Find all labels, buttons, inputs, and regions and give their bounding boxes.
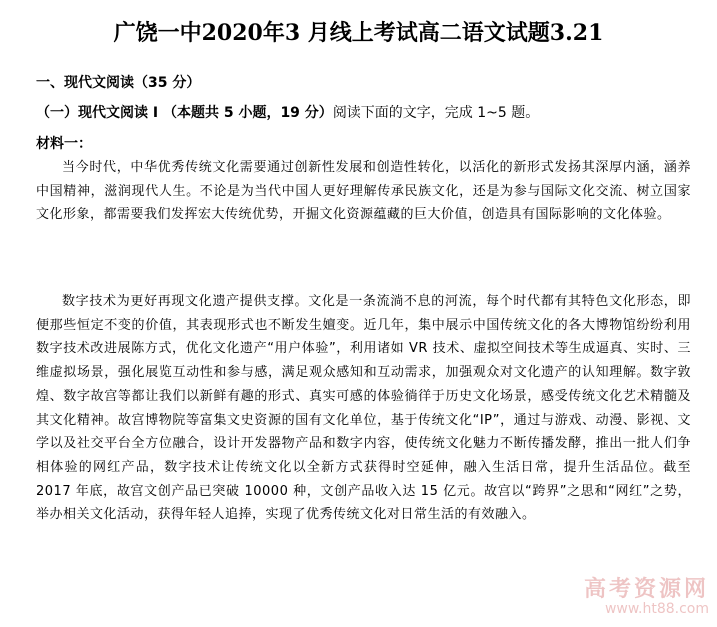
paragraph: 数字技术为更好再现文化遗产提供支撑。文化是一条流淌不息的河流，每个时代都有其特色文化形态，即便那些恒定不变的价值，其表现形式也不断发生嬗变。近几年，集中展示中国传统文化的各大博物馆纷纷利用数字技术改进展陈方式，优化文化遗产“用户体验”，利用诸如 VR 技术、虚拟空间技术等生成逼真、实时、三维虚拟场景，强化展览互动性和参与感，满足观众感知和互动需求，加强观众对文化遗产的认知理解。数字敦煌、数字故宫等都让我们以新鲜有趣的形式、真实可感的体验徜徉于历史文化场景，感受传统文化艺术精髓及其文化精神。故宫博物院等富集文史资源的国有文化单位，基于传统文化“IP”，通过与游戏、动漫、影视、文学以及社交平台全方位融合，设计开发器物产品和数字内容，使传统文化魅力不断传播发酵，推出一批人们争相体验的网红产品，数字技术让传统文化以全新方式获得时空延伸，融入生活日常，提升生活品位。截至 2017 年底，故宫文创产品已突破 10000 种，文创产品收入达 15 亿元。故宫以“跨界”之思和“网红”之势，举办相关文化活动，获得年轻人追捧，实现了优秀传统文化对日常生活的有效融入。 — [36, 294, 691, 523]
watermark-url: www.ht88.com — [604, 601, 709, 617]
exam-title: 广饶一中2020年3 月线上考试高二语文试题3.21 — [113, 20, 604, 46]
section-heading: 一、现代文阅读（35 分） — [36, 75, 201, 91]
watermark-text: 高考资源网 — [583, 577, 709, 602]
subsection-heading — [36, 102, 539, 122]
watermark-logo — [584, 572, 709, 617]
subsection-instruction: 阅读下面的文字，完成 1~5 题。 — [332, 105, 540, 121]
material-label: 材料一： — [36, 136, 92, 152]
paragraph: 当今时代，中华优秀传统文化需要通过创新性发展和创造性转化，以活化的新形式发扬其深厚内涵，涵养中国精神，滋润现代人生。不论是为当代中国人更好理解传承民族文化，还是为参与国际文化交流、树立国家文化形象，都需要我们发挥宏大传统优势，开掘文化资源蕴藏的巨大价值，创造具有国际影响的文化体验。 — [36, 160, 691, 223]
subsection-title: （一）现代文阅读 I （本题共 5 小题，19 分） — [36, 105, 333, 121]
